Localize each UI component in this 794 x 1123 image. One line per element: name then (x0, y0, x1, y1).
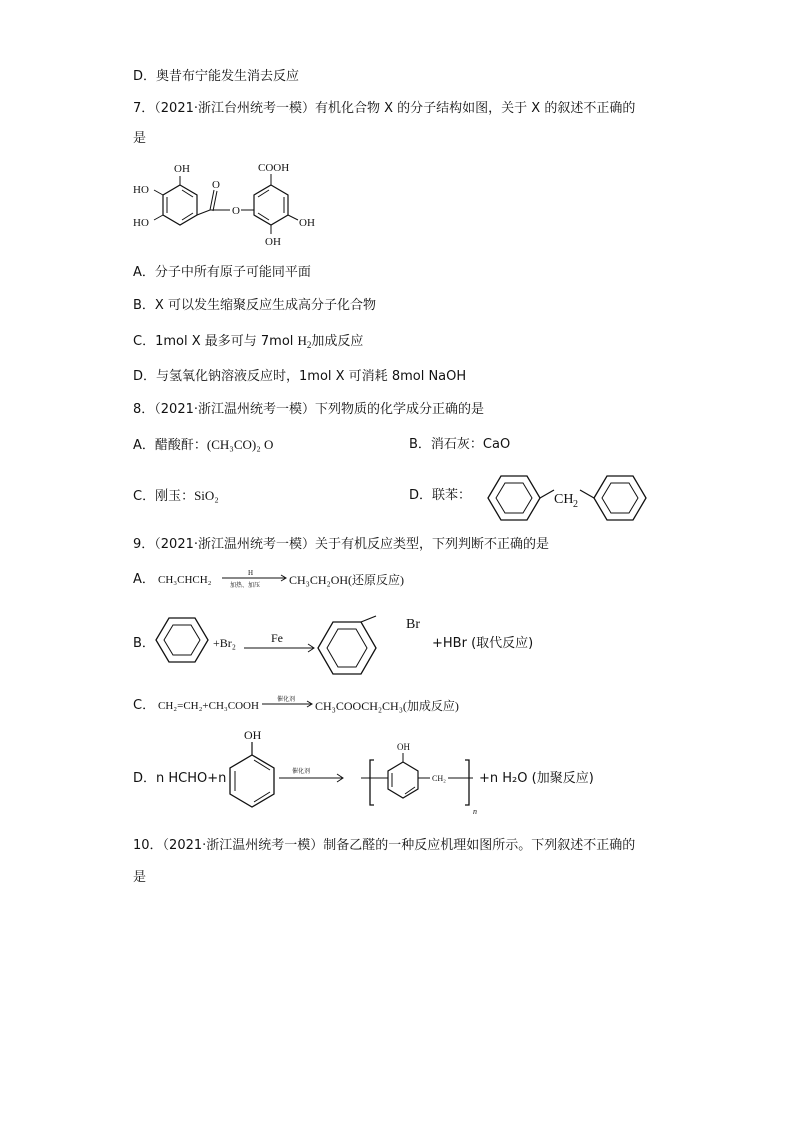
q8-option-b: B．消石灰：CaO (409, 437, 511, 452)
q7-label-ho-2: HO (133, 217, 149, 229)
q9-option-b-br2: +Br₂ (213, 636, 236, 650)
q9-option-b-br: Br (406, 617, 420, 632)
q7-option-a: A．分子中所有原子可能同平面 (133, 265, 311, 280)
q7-label-oh-right: OH (299, 217, 315, 229)
q9-option-a-reactant: CH₃CHCH₂ (158, 574, 212, 586)
q9-option-c-arrow (260, 695, 316, 711)
q8-option-d-label: D．联苯： (409, 488, 472, 503)
q9-option-a-label: A． (133, 572, 155, 587)
q9-option-a-product: CH₃CH₂OH(还原反应) (289, 573, 405, 587)
q9-option-d-label: D．n HCHO+n (133, 771, 227, 786)
q9-option-d-n: n (473, 807, 477, 816)
q9-option-b-fe: Fe (271, 631, 283, 645)
q7-option-d: D．与氢氧化钠溶液反应时，1mol X 可消耗 8mol NaOH (133, 369, 467, 384)
svg-text:催化剂: 催化剂 (292, 769, 311, 775)
q7-option-b: B．X 可以发生缩聚反应生成高分子化合物 (133, 298, 376, 313)
q7-label-ester-o: O (232, 205, 240, 217)
q8-option-c: C．刚玉：SiO₂ (133, 488, 219, 504)
q9-option-d-oh: OH (244, 728, 262, 742)
q9-option-b-label: B． (133, 636, 155, 651)
q9-option-a-arrow (220, 568, 290, 588)
q7-option-c: C．1mol X 最多可与 7mol $H_2$加成反应 (133, 333, 364, 350)
q9-option-d-suffix: +n H₂O (加聚反应) (479, 771, 594, 786)
q8-ch2-label: CH (554, 492, 574, 507)
svg-text:加热、加压: 加热、加压 (230, 583, 261, 589)
q8-option-a: A．醋酸酐：(CH₃CO)₂ O (133, 437, 274, 453)
q9-option-c-product: CH₃COOCH₂CH₃(加成反应) (315, 699, 459, 713)
q8-ch2-sub: 2 (573, 499, 578, 510)
q7-stem-cont: 是 (133, 131, 147, 146)
q8-stem: 8．（2021·浙江温州统考一模）下列物质的化学成分正确的是 (133, 402, 484, 417)
q7-label-carbonyl-o: O (212, 179, 220, 191)
q9-stem: 9．（2021·浙江温州统考一模）关于有机反应类型，下列判断不正确的是 (133, 537, 549, 552)
q9-option-d-oh-2: OH (397, 742, 410, 752)
q7-label-cooh: COOH (258, 162, 290, 174)
q9-option-d-ch2: CH₂ (432, 774, 446, 783)
q10-stem: 10．（2021·浙江温州统考一模）制备乙醛的一种反应机理如图所示。下列叙述不正确的 (133, 838, 636, 853)
q7-structure (132, 158, 352, 248)
q9-option-c-label: C． (133, 698, 156, 713)
q8-biphenylmethane-structure (474, 470, 664, 526)
q7-label-oh-top: OH (174, 163, 190, 175)
q10-stem-cont: 是 (133, 870, 147, 885)
q9-option-c-reactant: CH₂=CH₂+CH₃COOH (158, 700, 259, 712)
q9-option-b-suffix: +HBr (取代反应) (432, 636, 534, 651)
q7-label-ho-1: HO (133, 184, 149, 196)
q6-option-d: D．奥昔布宁能发生消去反应 (133, 69, 300, 84)
q7-stem: 7．（2021·浙江台州统考一模）有机化合物 X 的分子结构如图，关于 X 的叙述不正确的 (133, 101, 636, 116)
q9-option-b-reaction (150, 610, 450, 680)
svg-text:H: H (248, 569, 254, 577)
q7-label-oh-bottom: OH (265, 236, 281, 248)
svg-text:催化剂: 催化剂 (277, 697, 296, 703)
